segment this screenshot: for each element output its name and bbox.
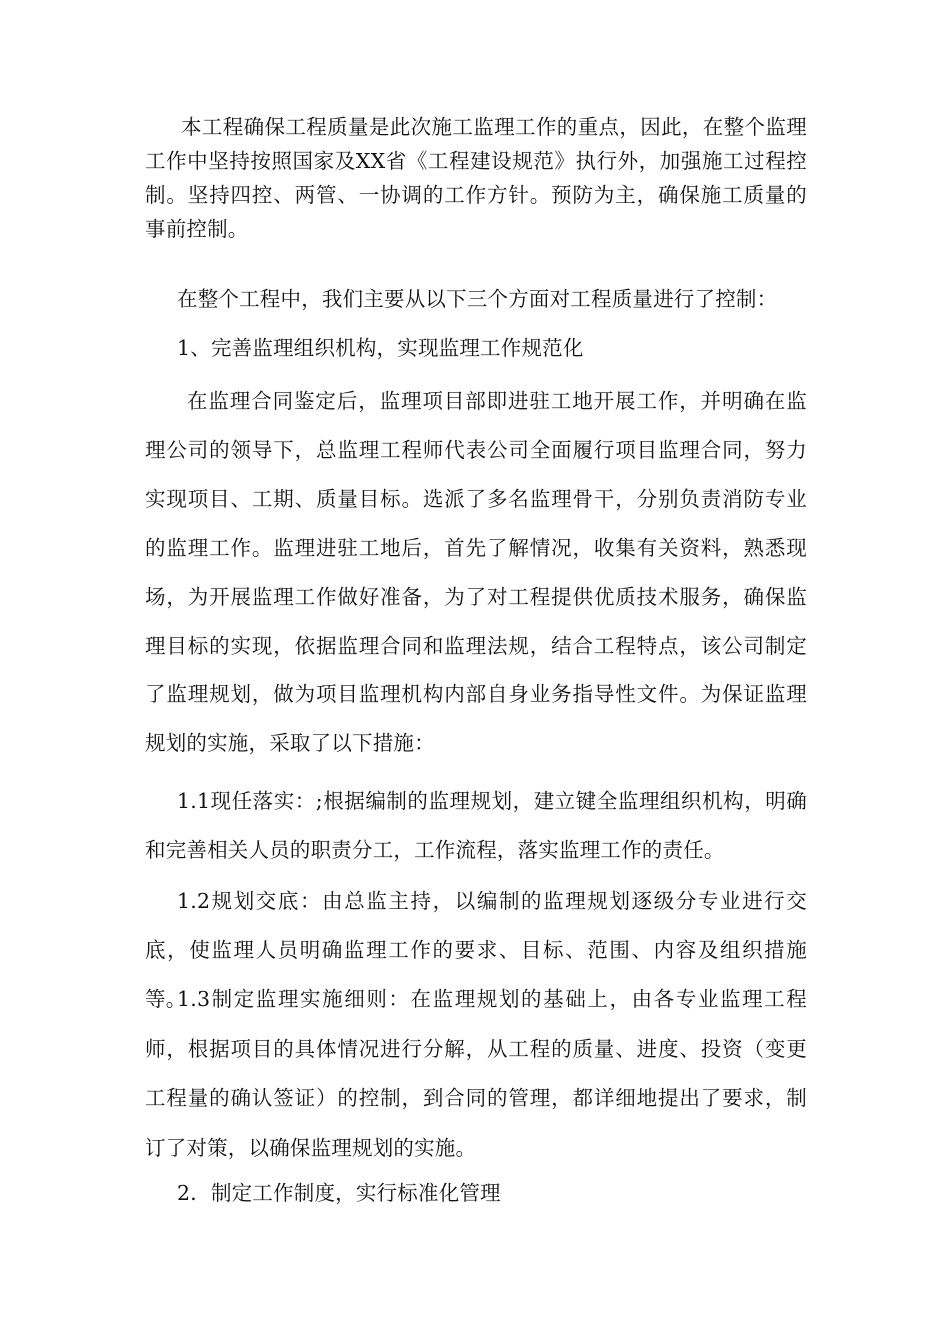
overview-paragraph: 在整个工程中，我们主要从以下三个方面对工程质量进行了控制：: [177, 287, 778, 311]
item-1-2-paragraph: 1.2规划交底：由总监主持，以编制的监理规划逐级分专业进行交底，使监理人员明确监理工作的要求、目标、范围、内容及组织措施等。: [145, 889, 807, 1011]
intro-paragraph: 本工程确保工程质量是此次施工监理工作的重点，因此，在整个监理工作中坚持按照国家及XX省《工程建设规范》执行外，加强施工过程控制。坚持四控、两管、一协调的工作方针。预防为主，确保施工质量的事前控制。: [145, 115, 807, 241]
section-1-body-paragraph: 在监理合同鉴定后，监理项目部即进驻工地开展工作，并明确在监理公司的领导下，总监理工程师代表公司全面履行项目监理合同，努力实现项目、工期、质量目标。选派了多名监理骨干，分别负责消防专业的监理工作。监理进驻工地后，首先了解情况，收集有关资料，熟悉现场，为开展监理工作做好准备，为了对工程提供优质技术服务，确保监理目标的实现，依据监理合同和监理法规，结合工程特点，该公司制定了监理规划，做为项目监理机构内部自身业务指导性文件。为保证监理规划的实施，采取了以下措施：: [145, 389, 807, 756]
item-1-3-paragraph: 1.3制定监理实施细则：在监理规划的基础上，由各专业监理工程师，根据项目的具体情况进行分解，从工程的质量、进度、投资（变更工程量的确认签证）的控制，到合同的管理，都详细地提出了要求，制订了对策，以确保监理规划的实施。: [145, 987, 807, 1160]
item-1-1-paragraph: 1.1现任落实：;根据编制的监理规划，建立键全监理组织机构，明确和完善相关人员的职责分工，工作流程，落实监理工作的责任。: [145, 789, 807, 862]
section-heading-2: 2．制定工作制度，实行标准化管理: [177, 1181, 501, 1205]
section-heading-1: 1、完善监理组织机构，实现监理工作规范化: [177, 336, 584, 360]
